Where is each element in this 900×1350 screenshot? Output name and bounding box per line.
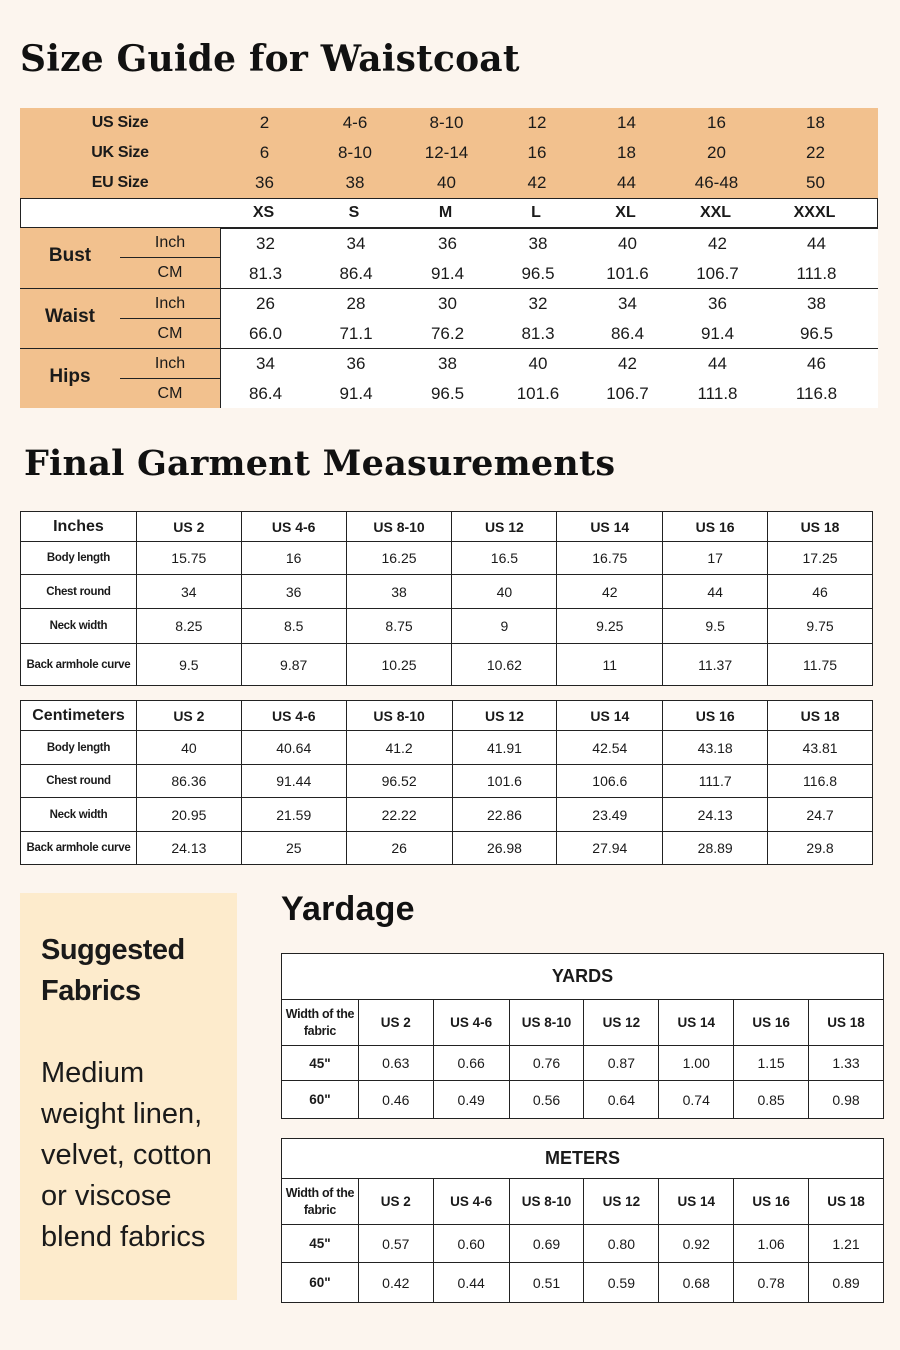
table-cell: 8.25 [136, 609, 241, 644]
value-cell: 106.7 [606, 384, 649, 403]
row-label: US Size [91, 114, 149, 131]
table-cell: 0.46 [358, 1081, 433, 1119]
table-cell: 0.69 [509, 1225, 584, 1263]
waist-label: Waist [45, 306, 95, 327]
table-row [282, 1263, 884, 1303]
table-row [21, 798, 873, 832]
size-cell: 6 [259, 143, 270, 162]
suggested-fabrics-panel [20, 893, 237, 1300]
value-cell: 26 [256, 294, 275, 313]
table-cell: 9.5 [663, 609, 768, 644]
table-cell: 22.86 [452, 798, 557, 832]
size-guide-table [20, 108, 878, 409]
size-cell: 12 [527, 113, 547, 132]
value-cell: 101.6 [606, 264, 649, 283]
table-cell: 86.36 [136, 765, 241, 798]
value-cell: 36 [708, 294, 727, 313]
row-label: Body length [21, 731, 137, 765]
unit-label: Inch [120, 349, 220, 379]
table-cell: 24.13 [136, 832, 241, 865]
width-of-fabric-label: Width of the fabric [282, 1179, 359, 1225]
table-cell: 40 [452, 575, 557, 609]
table-row [282, 1225, 884, 1263]
bust-group [20, 228, 878, 288]
value-cell: 32 [528, 294, 548, 313]
value-cell: 66.0 [248, 324, 283, 343]
hips-label: Hips [49, 366, 91, 387]
value-cell: 44 [708, 354, 727, 373]
table-cell: 25 [241, 832, 346, 865]
table-cell: 0.59 [584, 1263, 659, 1303]
table-cell: 9.5 [136, 644, 241, 686]
size-cell: 18 [617, 143, 636, 162]
row-label: Chest round [21, 765, 137, 798]
column-header: US 8-10 [346, 701, 452, 731]
column-header: US 8-10 [509, 1000, 584, 1046]
value-cell: 81.3 [521, 324, 555, 343]
value-cell: 96.5 [521, 264, 555, 283]
table-cell: 8.75 [346, 609, 452, 644]
table-cell: 1.06 [734, 1225, 809, 1263]
table-cell: 26.98 [452, 832, 557, 865]
table-cell: 22.22 [346, 798, 452, 832]
table-cell: 46 [768, 575, 873, 609]
letter-size: L [531, 204, 541, 221]
value-cell: 71.1 [339, 324, 373, 343]
table-cell: 0.42 [358, 1263, 433, 1303]
size-cell: 36 [255, 173, 274, 192]
table-cell: 8.5 [241, 609, 346, 644]
table-corner-label: Inches [21, 512, 137, 542]
size-cell: 2 [259, 113, 270, 132]
table-cell: 1.33 [809, 1046, 884, 1081]
table-cell: 42 [557, 575, 663, 609]
table-cell: 0.85 [734, 1081, 809, 1119]
table-row [21, 832, 873, 865]
letter-size: XXL [699, 204, 732, 221]
value-cell: 38 [528, 234, 548, 253]
table-cell: 20.95 [136, 798, 241, 832]
table-cell: 10.25 [346, 644, 452, 686]
value-cell: 34 [346, 234, 366, 253]
value-cell: 30 [438, 294, 457, 313]
table-cell: 17 [663, 542, 768, 575]
value-cell: 34 [256, 354, 275, 373]
table-cell: 21.59 [241, 798, 346, 832]
column-header: US 14 [557, 512, 663, 542]
table-cell: 116.8 [768, 765, 873, 798]
table-row [21, 765, 873, 798]
table-cell: 0.60 [433, 1225, 509, 1263]
size-guide-title: Size Guide for Waistcoat [20, 38, 520, 80]
value-cell: 111.8 [796, 264, 837, 283]
letter-size: XS [252, 204, 275, 221]
column-header: US 4-6 [241, 701, 346, 731]
row-label: Back armhole curve [21, 832, 137, 865]
table-cell: 26 [346, 832, 452, 865]
value-cell: 91.4 [700, 324, 735, 343]
table-cell: 0.80 [584, 1225, 659, 1263]
table-cell: 36 [241, 575, 346, 609]
value-cell: 36 [438, 234, 457, 253]
table-row [21, 575, 873, 609]
us-size-row [20, 108, 878, 138]
yardage-title: Yardage [281, 890, 415, 928]
row-label: Neck width [21, 798, 137, 832]
meters-caption: METERS [282, 1139, 884, 1179]
column-header: US 18 [809, 1179, 884, 1225]
value-cell: 111.8 [697, 384, 738, 403]
size-cell: 46-48 [694, 173, 739, 192]
table-header-row [21, 512, 873, 542]
column-header: US 2 [358, 1000, 433, 1046]
column-header: US 16 [734, 1000, 809, 1046]
group-label-block [20, 228, 220, 288]
column-header: US 18 [768, 512, 873, 542]
size-cell: 4-6 [342, 113, 368, 132]
table-cell: 16.75 [557, 542, 663, 575]
size-cell: 44 [617, 173, 636, 192]
table-cell: 43.18 [663, 731, 768, 765]
inches-table [20, 511, 873, 686]
size-cell: 42 [527, 173, 547, 192]
uk-size-row [20, 138, 878, 168]
table-cell: 16 [241, 542, 346, 575]
table-cell: 29.8 [768, 832, 873, 865]
yards-caption: YARDS [282, 954, 884, 1000]
table-cell: 91.44 [241, 765, 346, 798]
table-header-row [282, 1179, 884, 1225]
row-label: EU Size [91, 174, 149, 191]
value-cell: 86.4 [248, 384, 283, 403]
table-cell: 0.49 [433, 1081, 509, 1119]
table-cell: 0.92 [659, 1225, 734, 1263]
column-header: US 4-6 [433, 1179, 509, 1225]
table-cell: 23.49 [557, 798, 663, 832]
value-cell: 81.3 [248, 264, 283, 283]
unit-label: Inch [120, 289, 220, 319]
value-cell: 76.2 [430, 324, 465, 343]
bust-label: Bust [48, 245, 92, 266]
column-header: US 14 [659, 1000, 734, 1046]
column-header: US 16 [663, 512, 768, 542]
table-cell: 0.57 [358, 1225, 433, 1263]
unit-label: Inch [120, 228, 220, 258]
column-header: US 12 [452, 701, 557, 731]
table-row [282, 1081, 884, 1119]
row-label: Back armhole curve [21, 644, 137, 686]
table-cell: 40 [136, 731, 241, 765]
value-cell: 86.4 [610, 324, 645, 343]
column-header: US 18 [768, 701, 873, 731]
table-caption-row [282, 954, 884, 1000]
value-cell: 96.5 [799, 324, 834, 343]
unit-label: CM [157, 264, 183, 281]
letter-size: S [348, 204, 360, 221]
unit-label: CM [157, 325, 183, 342]
row-label: 60" [282, 1081, 359, 1119]
value-cell: 106.7 [696, 264, 739, 283]
size-cell: 38 [345, 173, 365, 192]
table-cell: 17.25 [768, 542, 873, 575]
table-cell: 11.75 [768, 644, 873, 686]
size-cell: 14 [617, 113, 636, 132]
table-cell: 0.76 [509, 1046, 584, 1081]
value-cell: 36 [346, 354, 366, 373]
table-cell: 0.56 [509, 1081, 584, 1119]
value-cell: 40 [528, 354, 548, 373]
size-conversion-header [20, 108, 878, 198]
table-cell: 27.94 [557, 832, 663, 865]
value-cell: 38 [807, 294, 826, 313]
size-cell: 40 [437, 173, 456, 192]
table-row [282, 1046, 884, 1081]
group-label-block [20, 348, 220, 408]
table-cell: 43.81 [768, 731, 873, 765]
column-header: US 16 [734, 1179, 809, 1225]
value-cell: 28 [346, 294, 366, 313]
table-cell: 111.7 [663, 765, 768, 798]
size-cell: 8-10 [429, 113, 464, 132]
letter-size: M [438, 204, 453, 221]
table-cell: 0.74 [659, 1081, 734, 1119]
table-cell: 9.87 [241, 644, 346, 686]
value-cell: 32 [256, 234, 275, 253]
table-cell: 9.75 [768, 609, 873, 644]
table-cell: 0.89 [809, 1263, 884, 1303]
table-caption-row [282, 1139, 884, 1179]
row-label: UK Size [91, 144, 149, 161]
table-cell: 0.98 [809, 1081, 884, 1119]
table-cell: 38 [346, 575, 452, 609]
value-cell: 116.8 [795, 384, 838, 403]
size-cell: 16 [527, 143, 547, 162]
value-cell: 91.4 [339, 384, 373, 403]
column-header: US 8-10 [346, 512, 452, 542]
column-header: US 2 [136, 701, 241, 731]
table-cell: 24.7 [768, 798, 873, 832]
table-cell: 34 [136, 575, 241, 609]
yards-table [281, 953, 884, 1119]
value-cell: 91.4 [430, 264, 465, 283]
table-cell: 28.89 [663, 832, 768, 865]
column-header: US 12 [584, 1179, 659, 1225]
size-cell: 8-10 [337, 143, 373, 162]
row-label: Chest round [21, 575, 137, 609]
table-cell: 1.21 [809, 1225, 884, 1263]
waist-group [20, 288, 878, 348]
value-cell: 46 [807, 354, 826, 373]
group-label-block [20, 288, 220, 348]
value-cell: 42 [618, 354, 637, 373]
table-row [21, 644, 873, 686]
size-cell: 12-14 [424, 143, 469, 162]
value-cell: 34 [618, 294, 637, 313]
table-cell: 9 [452, 609, 557, 644]
table-row [21, 542, 873, 575]
table-row [21, 609, 873, 644]
column-header: US 12 [584, 1000, 659, 1046]
hips-group [20, 348, 878, 408]
letter-size: XXXL [793, 204, 836, 221]
table-cell: 42.54 [557, 731, 663, 765]
value-cell: 101.6 [516, 384, 560, 403]
size-cell: 22 [806, 143, 825, 162]
value-cell: 42 [708, 234, 727, 253]
table-cell: 0.87 [584, 1046, 659, 1081]
column-header: US 2 [136, 512, 241, 542]
table-cell: 24.13 [663, 798, 768, 832]
table-cell: 10.62 [452, 644, 557, 686]
size-cell: 50 [806, 173, 825, 192]
table-header-row [21, 701, 873, 731]
value-cell: 38 [438, 354, 457, 373]
table-cell: 15.75 [136, 542, 241, 575]
size-cell: 20 [707, 143, 726, 162]
table-cell: 96.52 [346, 765, 452, 798]
body-measurements [20, 228, 878, 409]
width-of-fabric-label: Width of the fabric [282, 1000, 359, 1046]
suggested-fabrics-text: Medium weight linen, velvet, cotton or viscose blend fabrics [41, 1057, 212, 1253]
table-cell: 0.68 [659, 1263, 734, 1303]
suggested-fabrics-heading: Suggested Fabrics [41, 934, 185, 1007]
table-cell: 0.63 [358, 1046, 433, 1081]
meters-table [281, 1138, 884, 1303]
row-label: 60" [282, 1263, 359, 1303]
row-label: 45" [282, 1225, 359, 1263]
table-cell: 11.37 [663, 644, 768, 686]
value-cell: 96.5 [430, 384, 465, 403]
column-header: US 4-6 [433, 1000, 509, 1046]
table-corner-label: Centimeters [21, 701, 137, 731]
table-cell: 0.44 [433, 1263, 509, 1303]
column-header: US 2 [358, 1179, 433, 1225]
table-cell: 41.91 [452, 731, 557, 765]
column-header: US 14 [557, 701, 663, 731]
table-cell: 9.25 [557, 609, 663, 644]
column-header: US 18 [809, 1000, 884, 1046]
table-cell: 0.64 [584, 1081, 659, 1119]
eu-size-row [20, 168, 878, 198]
table-cell: 0.78 [734, 1263, 809, 1303]
size-cell: 18 [806, 113, 825, 132]
table-cell: 106.6 [557, 765, 663, 798]
column-header: US 4-6 [241, 512, 346, 542]
column-header: US 14 [659, 1179, 734, 1225]
table-cell: 16.25 [346, 542, 452, 575]
table-cell: 0.66 [433, 1046, 509, 1081]
table-cell: 101.6 [452, 765, 557, 798]
table-header-row [282, 1000, 884, 1046]
table-cell: 41.2 [346, 731, 452, 765]
value-cell: 44 [807, 234, 826, 253]
final-measurements-title: Final Garment Measurements [24, 443, 616, 484]
value-cell: 40 [618, 234, 637, 253]
table-cell: 1.15 [734, 1046, 809, 1081]
size-cell: 16 [707, 113, 726, 132]
table-cell: 44 [663, 575, 768, 609]
table-cell: 0.51 [509, 1263, 584, 1303]
table-cell: 11 [557, 644, 663, 686]
letter-size: XL [615, 204, 636, 221]
letter-size-row [20, 198, 878, 228]
centimeters-table [20, 700, 873, 865]
value-cell: 86.4 [339, 264, 373, 283]
column-header: US 16 [663, 701, 768, 731]
row-label: Neck width [21, 609, 137, 644]
row-label: 45" [282, 1046, 359, 1081]
table-cell: 1.00 [659, 1046, 734, 1081]
row-label: Body length [21, 542, 137, 575]
column-header: US 8-10 [509, 1179, 584, 1225]
table-cell: 16.5 [452, 542, 557, 575]
unit-label: CM [157, 385, 183, 402]
table-cell: 40.64 [241, 731, 346, 765]
table-row [21, 731, 873, 765]
column-header: US 12 [452, 512, 557, 542]
